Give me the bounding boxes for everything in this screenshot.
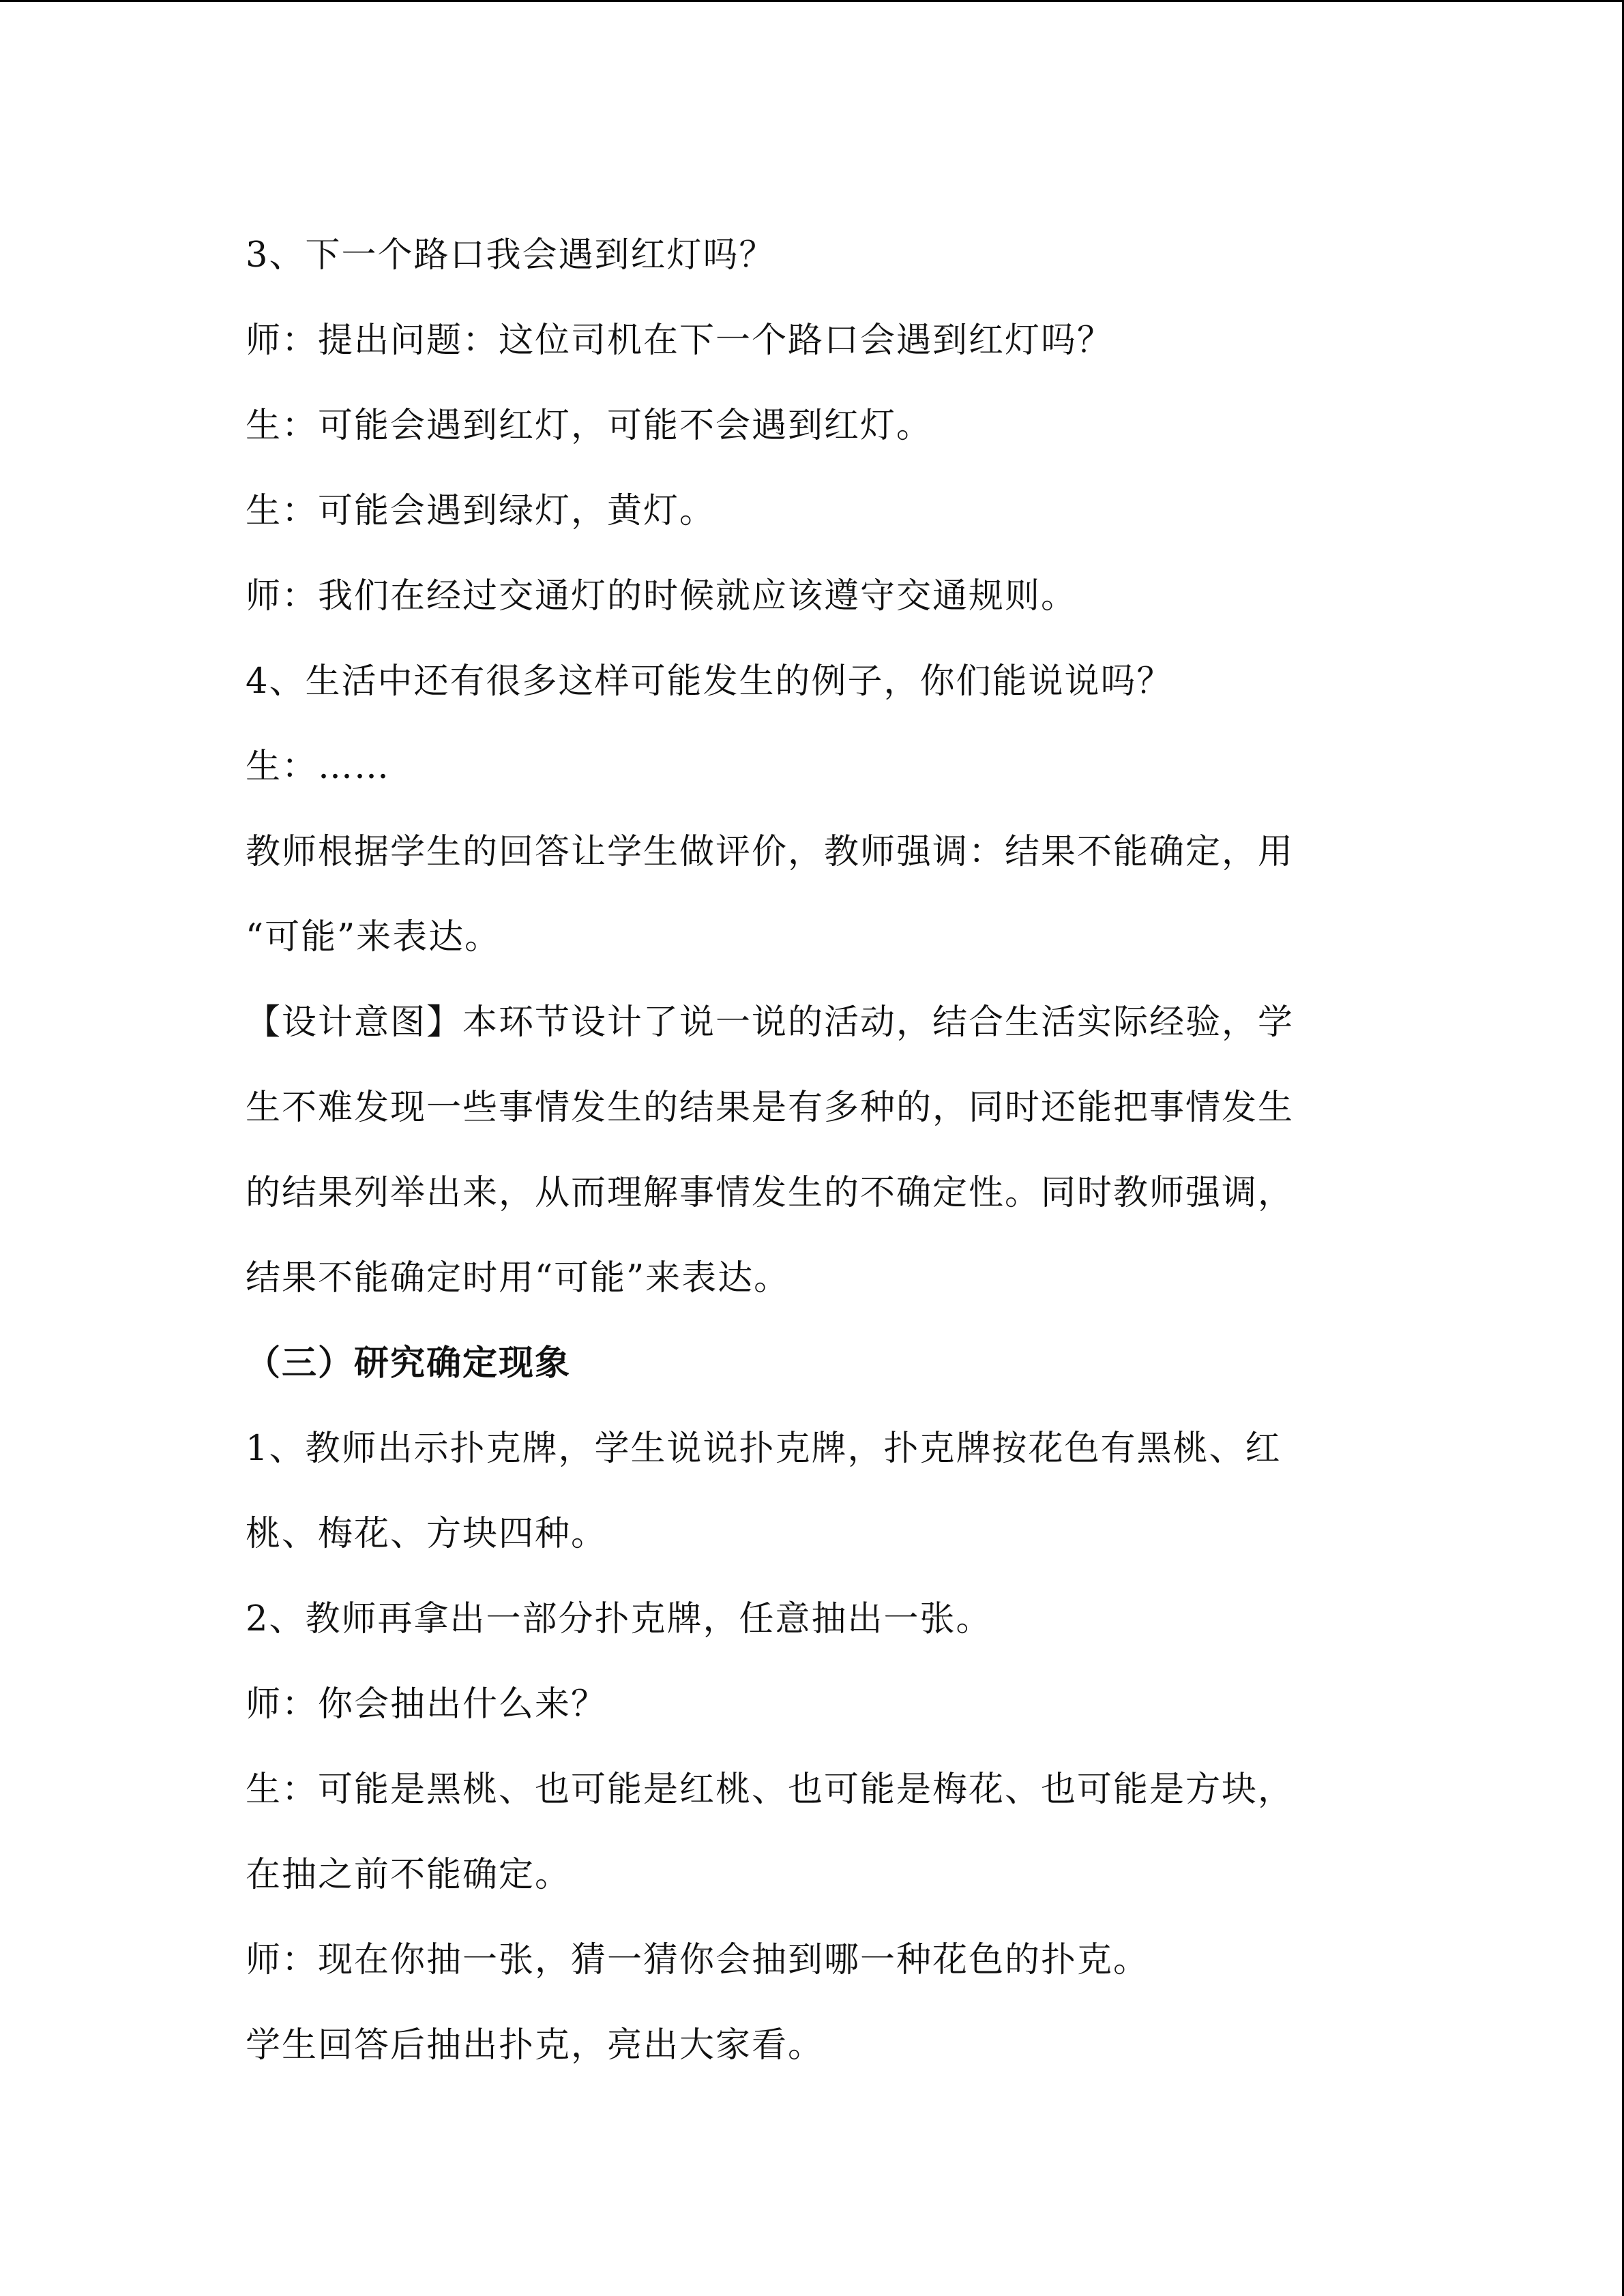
teacher-traffic-rules: 师：我们在经过交通灯的时候就应该遵守交通规则。 <box>246 576 1078 616</box>
teacher-guess-prompt: 师：现在你抽一张，猜一猜你会抽到哪一种花色的扑克。 <box>246 1940 1150 1980</box>
design-intent-line-3: 的结果列举出来，从而理解事情发生的不确定性。同时教师强调， <box>246 1173 1295 1213</box>
step-3-question: 3、下一个路口我会遇到红灯吗？ <box>246 235 776 275</box>
step-1-line-1: 1、教师出示扑克牌，学生说说扑克牌，扑克牌按花色有黑桃、红 <box>246 1429 1282 1469</box>
student-reveal: 学生回答后抽出扑克，亮出大家看。 <box>246 2025 825 2066</box>
step-2: 2、教师再拿出一部分扑克牌，任意抽出一张。 <box>246 1599 992 1639</box>
student-draw-answer-line-1: 生：可能是黑桃、也可能是红桃、也可能是梅花、也可能是方块， <box>246 1770 1295 1810</box>
student-draw-answer-line-2: 在抽之前不能确定。 <box>246 1855 572 1895</box>
design-intent-line-2: 生不难发现一些事情发生的结果是有多种的，同时还能把事情发生 <box>246 1088 1295 1128</box>
step-4-question: 4、生活中还有很多这样可能发生的例子，你们能说说吗？ <box>246 661 1173 702</box>
step-1-line-2: 桃、梅花、方块四种。 <box>246 1514 608 1554</box>
design-intent-line-1: 【设计意图】本环节设计了说一说的活动，结合生活实际经验，学 <box>246 1002 1295 1043</box>
teacher-emphasis-line-1: 教师根据学生的回答让学生做评价，教师强调：结果不能确定，用 <box>246 832 1295 872</box>
teacher-draw-question: 师：你会抽出什么来？ <box>246 1684 608 1725</box>
top-border <box>0 0 1624 2</box>
design-intent-line-4: 结果不能确定时用“可能”来表达。 <box>246 1258 791 1298</box>
teacher-emphasis-line-2: “可能”来表达。 <box>246 917 501 957</box>
student-answer-red: 生：可能会遇到红灯，可能不会遇到红灯。 <box>246 406 933 446</box>
section-heading: （三）研究确定现象 <box>246 1343 572 1384</box>
teacher-question: 师：提出问题：这位司机在下一个路口会遇到红灯吗？ <box>246 320 1114 361</box>
student-answer-green: 生：可能会遇到绿灯，黄灯。 <box>246 491 716 531</box>
student-ellipsis: 生：…… <box>246 747 391 787</box>
document-body <box>246 213 1364 2088</box>
